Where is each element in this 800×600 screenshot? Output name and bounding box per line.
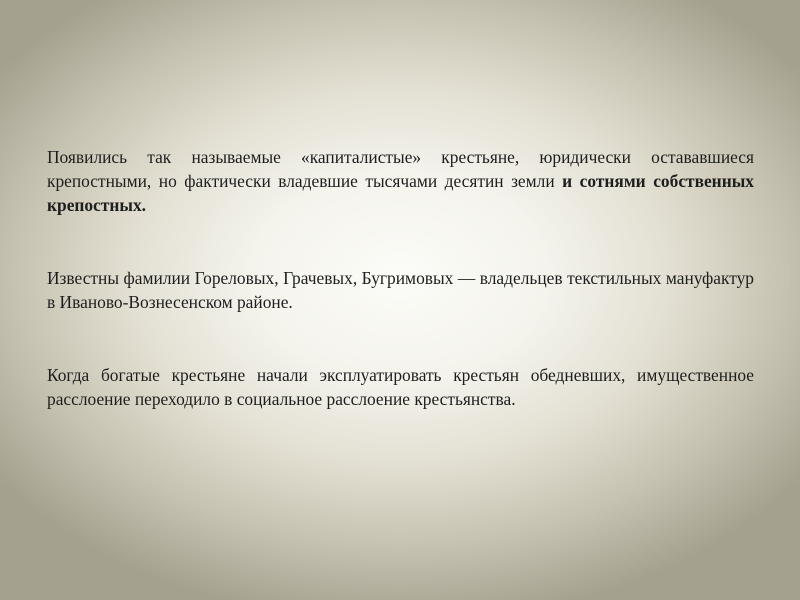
paragraph-bold-text: и сотнями собственных крепостных. (47, 171, 754, 215)
paragraph-text: Известны фамилии Гореловых, Грачевых, Бугримовых — владельцев текстильных мануфактур в Иваново-Вознесенском районе. (47, 268, 754, 312)
paragraph-text: Когда богатые крестьяне начали эксплуатировать крестьян обедневших, имущественное расслоение переходило в социальное расслоение крестьянства. (47, 365, 754, 409)
slide-body (47, 145, 754, 411)
paragraph-capitalist-peasants (47, 145, 754, 217)
paragraph-known-families (47, 266, 754, 314)
paragraph-text: Появились так называемые «капиталистые» крестьяне, юридически остававшиеся крепостными, но фактически владевшие тысячами десятин земли (47, 147, 754, 191)
paragraph-social-stratification (47, 363, 754, 411)
